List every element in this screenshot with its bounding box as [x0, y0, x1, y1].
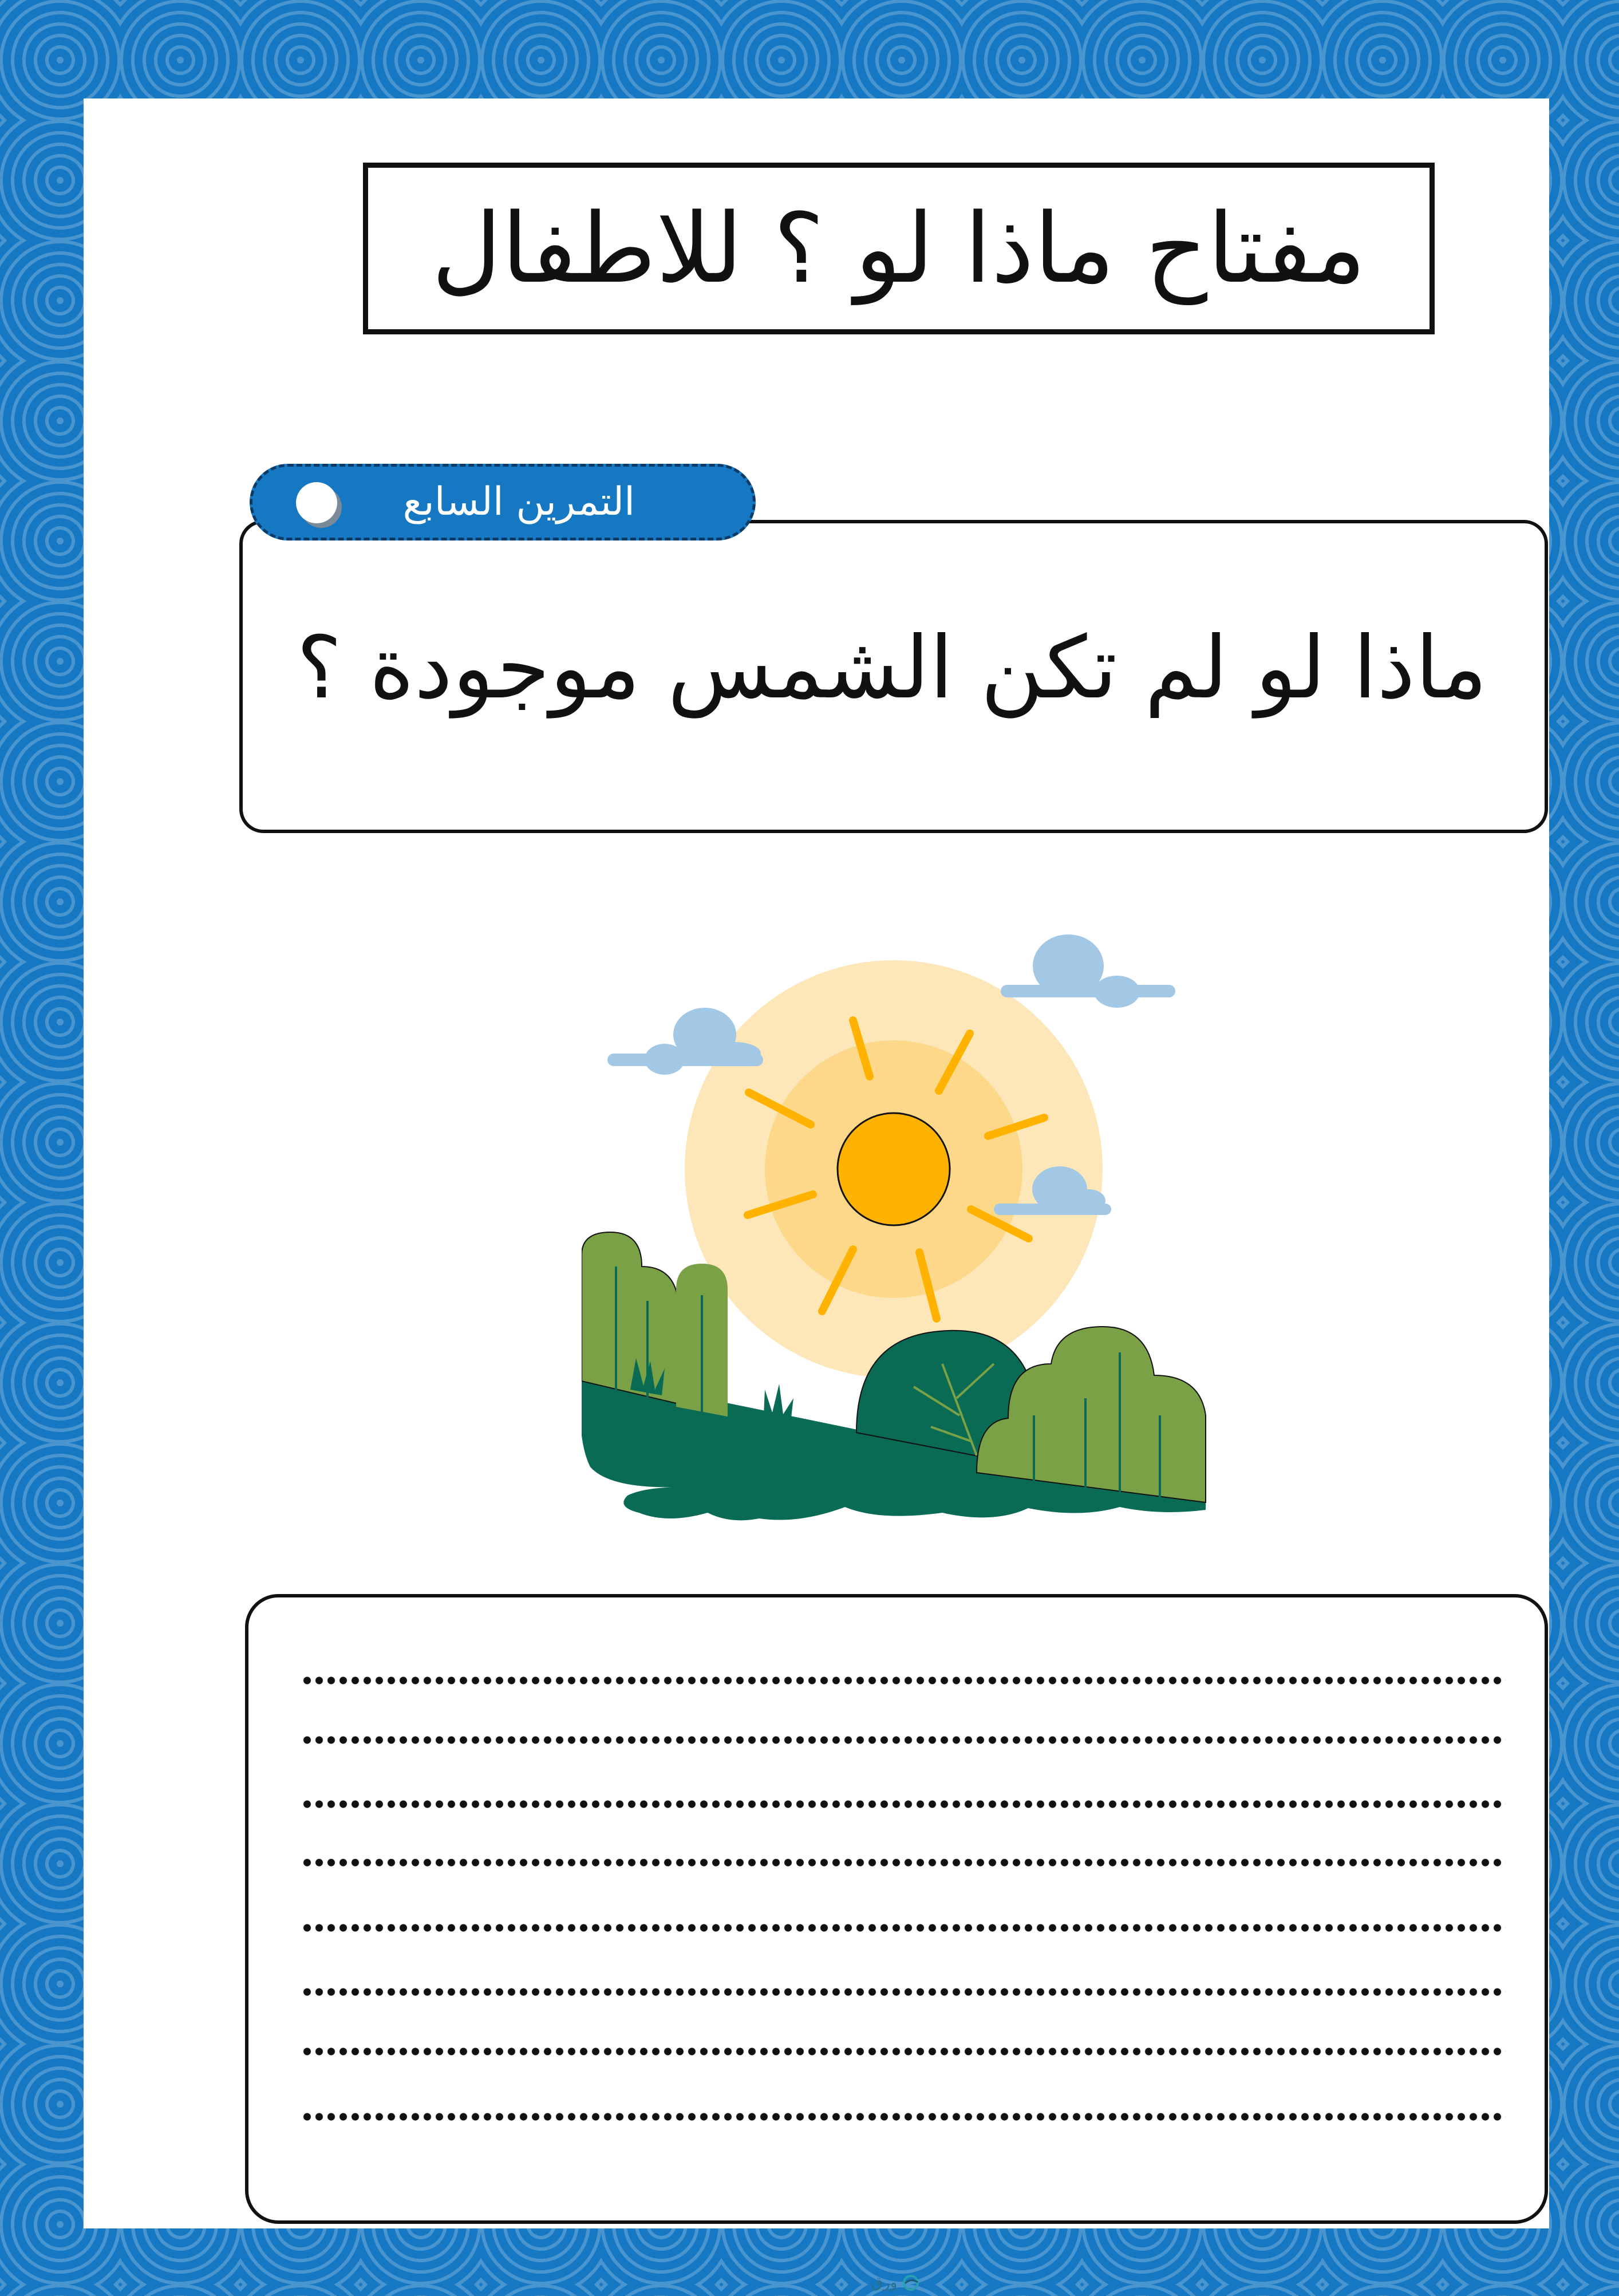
- footer-logo: [871, 2270, 926, 2296]
- answer-line[interactable]: [301, 1736, 1506, 1744]
- title-box: [363, 163, 1435, 334]
- cloud-icon-right-top: [1001, 934, 1175, 1008]
- answer-line[interactable]: [301, 2113, 1506, 2121]
- sun-landscape-illustration: [582, 923, 1211, 1530]
- answer-line[interactable]: [301, 1988, 1506, 1996]
- answer-line[interactable]: [301, 1924, 1506, 1932]
- worksheet-page: [84, 98, 1549, 2291]
- sun-icon: [838, 1113, 950, 1225]
- question-text: ماذا لو لم تكن الشمس موجودة ؟: [296, 618, 1487, 718]
- answer-line[interactable]: [301, 1676, 1506, 1684]
- answer-line[interactable]: [301, 1859, 1506, 1867]
- exercise-label: التمرين السابع: [402, 479, 635, 524]
- grass-icon-mid: [764, 1384, 793, 1422]
- exercise-tab: [250, 464, 756, 541]
- page-title: مفتاح ماذا لو ؟ للاطفال: [431, 192, 1367, 305]
- tab-dot-icon: [296, 482, 337, 523]
- footer-logo-text: ورق: [871, 2274, 898, 2291]
- answer-line[interactable]: [301, 2048, 1506, 2056]
- answer-line[interactable]: [301, 1800, 1506, 1808]
- logo-icon: [901, 2274, 921, 2291]
- answer-box[interactable]: [245, 1594, 1548, 2224]
- tree-icon-left-tall: [582, 1232, 679, 1404]
- question-box: [239, 520, 1548, 833]
